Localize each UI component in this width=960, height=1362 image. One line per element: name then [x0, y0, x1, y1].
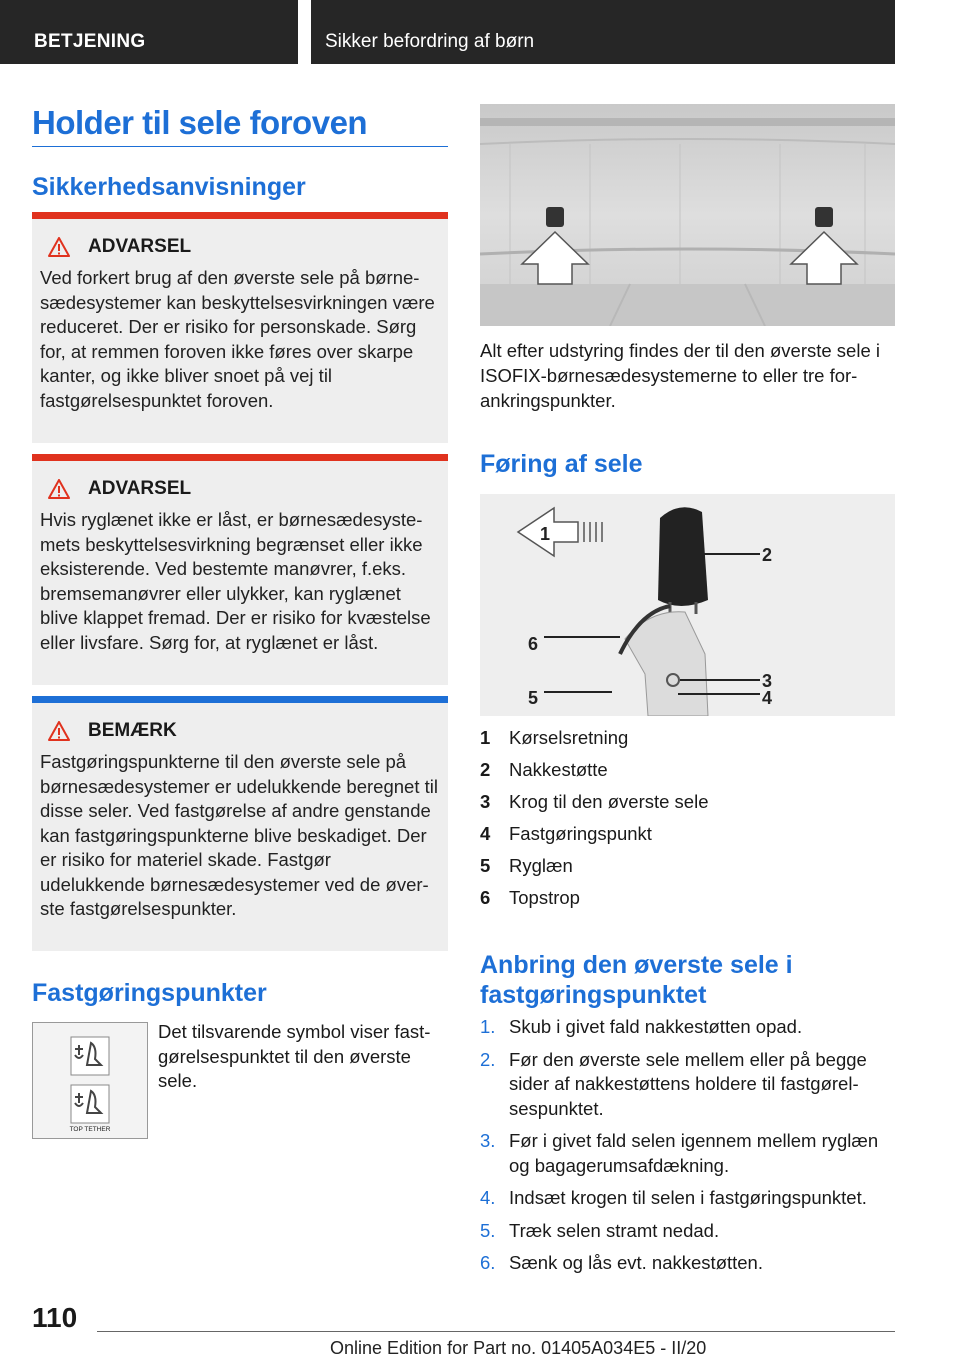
- top-tether-text: TOP TETHER: [69, 1126, 111, 1133]
- diagram-label-4: 4: [762, 688, 773, 708]
- footer-rule: [97, 1331, 895, 1332]
- anchor-description: Det tilsvarende symbol viser fastgørelsespunktet til den øverste sele.: [158, 1021, 431, 1091]
- list-item: 1. Skub i givet fald nakkestøtten opad.: [480, 1016, 803, 1037]
- warning-label: ADVARSEL: [88, 478, 192, 499]
- warning-label: ADVARSEL: [88, 236, 192, 257]
- notice-box: [32, 696, 448, 951]
- warning-bar: [32, 454, 448, 461]
- diagram-label-3: 3: [762, 671, 773, 691]
- list-item: 6. Sænk og lås evt. nakkestøtten.: [480, 1252, 763, 1273]
- warning-box-1: [32, 212, 448, 443]
- notice-title: [48, 720, 438, 742]
- warning-title: [48, 236, 438, 258]
- warning-triangle-icon: [48, 479, 70, 499]
- page-title: Holder til sele foroven: [32, 104, 368, 141]
- warning-text: Hvis ryglænet ikke er låst, er børnesædesystemets beskyttelsesvirkning begrænset eller ikke eksisterende. Ved bestemte manøvrer, f.eks. bremsemanøvrer eller ulykker, kan ryglænet blive klappet fremad. Der er risiko for kvæstelse eller livsfare. Sørg for, at ryglænet er låst.: [40, 509, 431, 653]
- legend-item: 6 Topstrop: [480, 887, 580, 908]
- warning-box-2: [32, 454, 448, 685]
- attach-heading: Anbring den øverste sele i fastgøringspunktet: [480, 951, 793, 1009]
- routing-heading: Føring af sele: [480, 450, 643, 478]
- warning-triangle-icon: [48, 721, 70, 741]
- anchor-caption: Alt efter udstyring findes der til den øverste sele i ISOFIX-børnesædesystemerne to eller tre forankringspunkter.: [480, 340, 880, 411]
- list-item: 2. Før den øverste sele mellem eller på begge sider af nakkestøttens holdere til fastgørelsespunktet.: [480, 1048, 867, 1119]
- legend-item: 4 Fastgøringspunkt: [480, 823, 652, 844]
- notice-text: Fastgøringspunkterne til den øverste sele på børnesædesystemer er udelukkende beregnet til disse seler. Ved fastgørelse af andre genstande kan fastgøringspunkterne blive beskadiget. Der er risiko for materiel skade. Fastgør udelukkende børnesædesystemer ved de øverste fastgørelsespunkter.: [40, 751, 438, 919]
- list-item: 3. Før i givet fald selen igennem mellem ryglæn og bagagerumsafdækning.: [480, 1130, 879, 1176]
- page-number: 110: [32, 1302, 78, 1333]
- safety-heading: Sikkerhedsanvisninger: [32, 173, 306, 201]
- legend-item: 1 Kørselsretning: [480, 727, 629, 748]
- list-item: 4. Indsæt krogen til selen i fastgøringspunktet.: [480, 1187, 867, 1208]
- trunk-anchor-photo: [480, 104, 895, 326]
- diagram-label-5: 5: [528, 688, 539, 708]
- title-rule: [32, 146, 448, 147]
- diagram-legend: [480, 727, 895, 919]
- headrest-diagram: [480, 494, 895, 716]
- warning-text: Ved forkert brug af den øverste sele på børnesædesystemer kan beskyttelsesvirkningen være reduceret. Der er risiko for personskade. Sørg for, at remmen foroven ikke føres over skarpe kanter, og ikke bliver snoet på vej til fastgørelsespunktet foroven.: [40, 267, 435, 411]
- legend-item: 5 Ryglæn: [480, 855, 573, 876]
- warning-bar: [32, 212, 448, 219]
- notice-bar: [32, 696, 448, 703]
- page-header: [0, 0, 960, 66]
- list-item: 5. Træk selen stramt nedad.: [480, 1219, 720, 1241]
- warning-title: [48, 478, 438, 500]
- child-seat-anchor-icon: [33, 1023, 149, 1140]
- edition-text: Online Edition for Part no. 01405A034E5 - II/20: [330, 1338, 707, 1358]
- anchor-heading: Fastgøringspunkter: [32, 979, 267, 1007]
- chapter-label: Sikker befordring af børn: [311, 0, 895, 64]
- driving-direction-arrow-icon: [518, 508, 602, 556]
- section-label: BETJENING: [0, 0, 298, 64]
- diagram-label-6: 6: [528, 634, 539, 654]
- diagram-label-1: 1: [540, 524, 551, 544]
- top-tether-symbol: [32, 1022, 148, 1139]
- legend-item: 3 Krog til den øverste sele: [480, 791, 709, 812]
- warning-triangle-icon: [48, 237, 70, 257]
- diagram-label-2: 2: [762, 545, 773, 565]
- notice-label: BEMÆRK: [88, 720, 177, 741]
- legend-item: 2 Nakkestøtte: [480, 759, 608, 780]
- step-list: [480, 1015, 900, 1284]
